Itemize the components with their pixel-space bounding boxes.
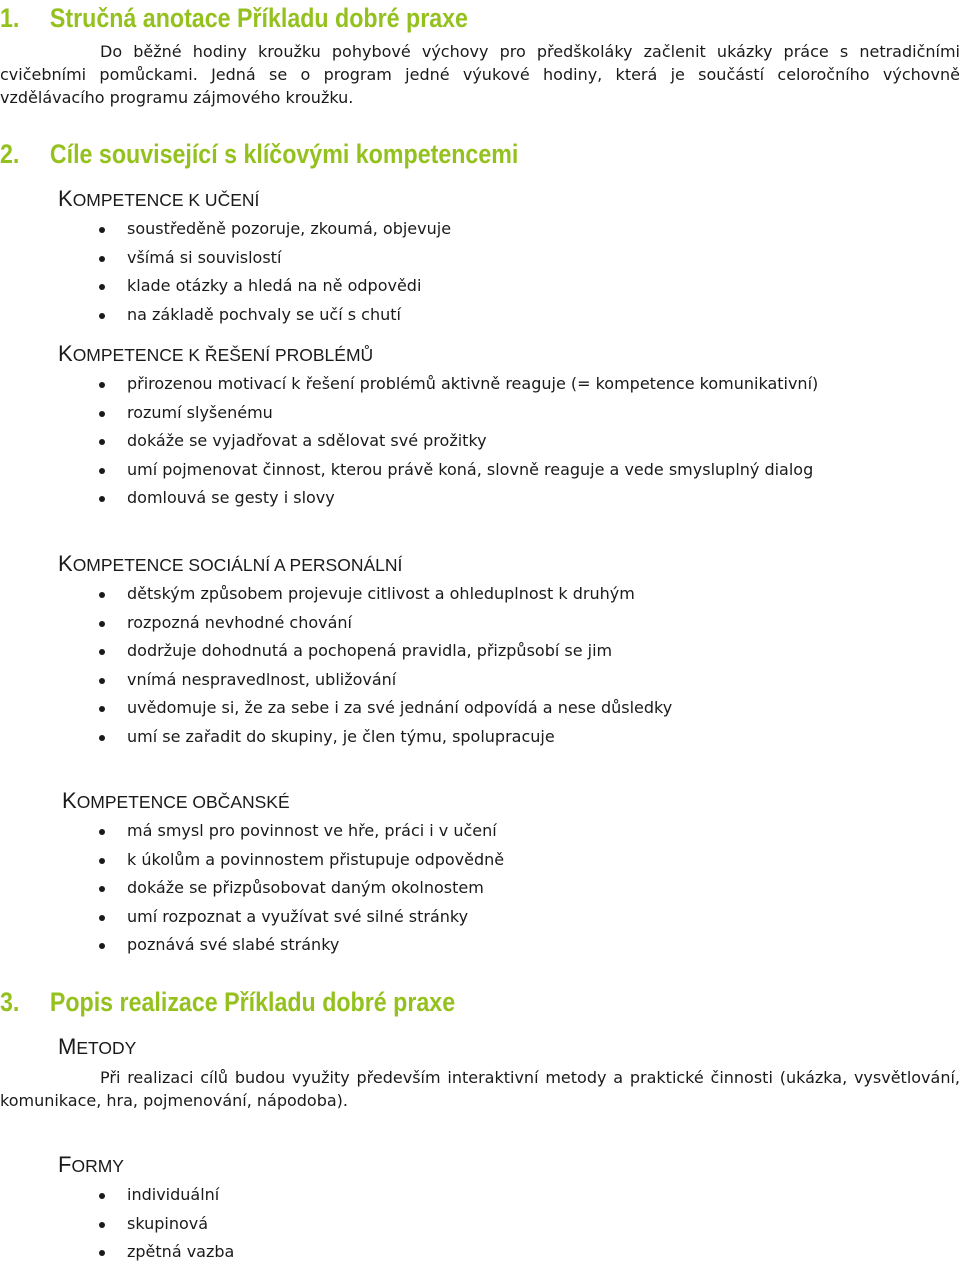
bullet-icon <box>99 439 105 445</box>
bullet-icon <box>99 1250 105 1256</box>
bullet-icon <box>99 284 105 290</box>
list-item: všímá si souvislostí <box>0 244 451 273</box>
section-2-title: Cíle související s klíčovými kompetencemi <box>49 139 519 169</box>
bullet-icon <box>99 1222 105 1228</box>
list-item: umí rozpoznat a využívat své silné stránky <box>0 903 504 932</box>
bullet-icon <box>99 943 105 949</box>
bullet-icon <box>99 468 105 474</box>
list-item: poznává své slabé stránky <box>0 931 504 960</box>
list-item: klade otázky a hledá na ně odpovědi <box>0 272 451 301</box>
section-1-text: Do běžné hodiny kroužku pohybové výchovy pro předškoláky začlenit ukázky práce s netradičními cvičebními pomůckami. Jedná se o program jedné výukové hodiny, která je součástí celoročního výchovně vzdělávacího programu zájmového kroužku. <box>0 42 960 107</box>
bullet-icon <box>99 227 105 233</box>
list-item: má smysl pro povinnost ve hře, práci i v učení <box>0 817 504 846</box>
bullet-icon <box>99 649 105 655</box>
section-1-title: Stručná anotace Příkladu dobré praxe <box>49 3 468 33</box>
list-item: dokáže se přizpůsobovat daným okolnostem <box>0 874 504 903</box>
bullet-icon <box>99 313 105 319</box>
list-item: k úkolům a povinnostem přistupuje odpovědně <box>0 846 504 875</box>
section-3-heading <box>0 985 455 1019</box>
list-item: umí pojmenovat činnost, kterou právě koná, slovně reaguje a vede smysluplný dialog <box>0 456 818 485</box>
list-item: na základě pochvaly se učí s chutí <box>0 301 451 330</box>
bullet-icon <box>99 858 105 864</box>
subheading-civic: KOMPETENCE OBČANSKÉ <box>62 788 290 813</box>
bullet-icon <box>99 382 105 388</box>
subheading-problem-solving: KOMPETENCE K ŘEŠENÍ PROBLÉMŮ <box>58 341 374 366</box>
bullet-icon <box>99 1193 105 1199</box>
methods-text: Při realizaci cílů budou využity především interaktivní metody a praktické činnosti (ukázka, vysvětlování, komunikace, hra, pojmenování, nápodoba). <box>0 1068 960 1110</box>
list-problem-solving <box>0 370 818 513</box>
list-item: umí se zařadit do skupiny, je člen týmu, spolupracuje <box>0 723 672 752</box>
bullet-icon <box>99 411 105 417</box>
list-item: přirozenou motivací k řešení problémů aktivně reaguje (= kompetence komunikativní) <box>0 370 818 399</box>
list-item: domlouvá se gesty i slovy <box>0 484 818 513</box>
bullet-icon <box>99 678 105 684</box>
list-item: zpětná vazba <box>0 1238 234 1267</box>
subheading-forms: FORMY <box>58 1152 124 1177</box>
list-civic <box>0 817 504 960</box>
list-item: uvědomuje si, že za sebe i za své jednání odpovídá a nese důsledky <box>0 694 672 723</box>
section-1-number: 1. <box>0 3 20 33</box>
section-3-number: 3. <box>0 987 20 1017</box>
section-3-title: Popis realizace Příkladu dobré praxe <box>49 987 456 1017</box>
list-item: vnímá nespravedlnost, ubližování <box>0 666 672 695</box>
subheading-social: KOMPETENCE SOCIÁLNÍ A PERSONÁLNÍ <box>58 551 403 576</box>
list-item: dokáže se vyjadřovat a sdělovat své prožitky <box>0 427 818 456</box>
list-item: individuální <box>0 1181 234 1210</box>
list-learning <box>0 215 451 329</box>
bullet-icon <box>99 886 105 892</box>
bullet-icon <box>99 621 105 627</box>
list-item: dodržuje dohodnutá a pochopená pravidla, přizpůsobí se jim <box>0 637 672 666</box>
list-item: soustředěně pozoruje, zkoumá, objevuje <box>0 215 451 244</box>
section-2-heading <box>0 137 518 171</box>
section-1-heading <box>0 1 468 35</box>
list-item: rozpozná nevhodné chování <box>0 609 672 638</box>
list-forms <box>0 1181 234 1267</box>
section-1-paragraph <box>0 40 960 109</box>
bullet-icon <box>99 592 105 598</box>
bullet-icon <box>99 706 105 712</box>
bullet-icon <box>99 829 105 835</box>
bullet-icon <box>99 735 105 741</box>
methods-paragraph <box>0 1066 960 1112</box>
subheading-methods: METODY <box>58 1034 137 1059</box>
bullet-icon <box>99 496 105 502</box>
list-item: rozumí slyšenému <box>0 399 818 428</box>
list-item: skupinová <box>0 1210 234 1239</box>
bullet-icon <box>99 256 105 262</box>
list-social <box>0 580 672 752</box>
subheading-learning: KOMPETENCE K UČENÍ <box>58 186 260 211</box>
section-2-number: 2. <box>0 139 20 169</box>
list-item: dětským způsobem projevuje citlivost a ohleduplnost k druhým <box>0 580 672 609</box>
bullet-icon <box>99 915 105 921</box>
